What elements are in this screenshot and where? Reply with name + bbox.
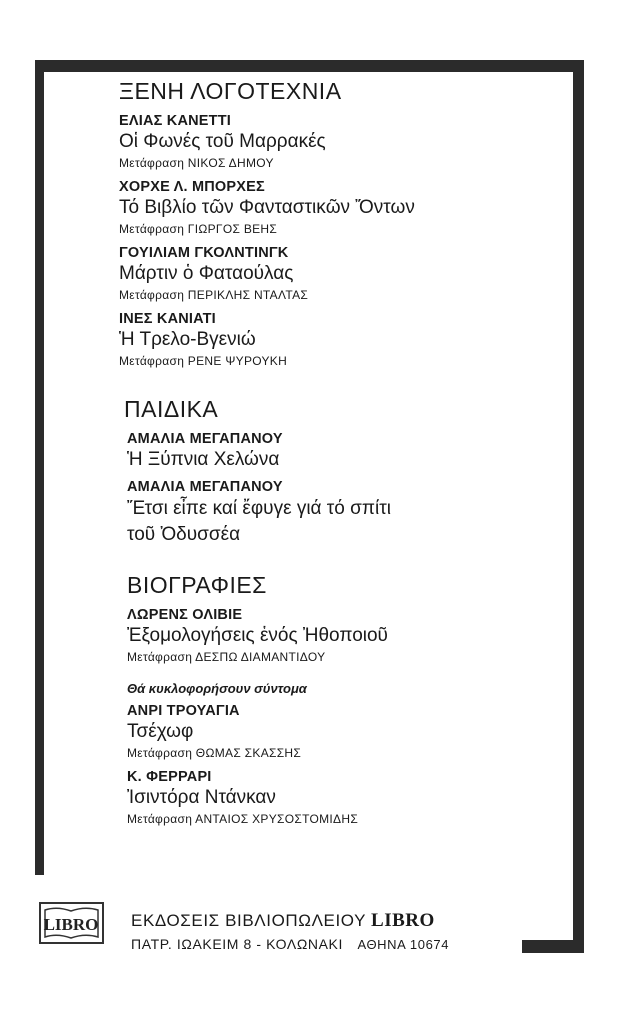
frame-bottom-border [522, 940, 584, 953]
book-title: Τό Βιβλίο τῶν Φανταστικῶν Ὄντων [119, 197, 415, 218]
book-author: ΕΛΙΑΣ ΚΑΝΕΤΤΙ [119, 113, 232, 129]
book-entry [119, 244, 569, 304]
book-translator: Μετάφραση ΑΝΤΑΙΟΣ ΧΡΥΣΟΣΤΟΜΙΔΗΣ [127, 812, 359, 826]
publisher-line [131, 910, 435, 932]
book-author: ΑΝΡΙ ΤΡΟΥΑΓΙΑ [127, 703, 240, 719]
book-entry [119, 112, 569, 172]
coming-soon-heading: Θά κυκλοφορήσουν σύντομα [127, 681, 307, 696]
section-title: ΠΑΙΔΙΚΑ [124, 396, 219, 422]
book-title: Τσέχωφ [127, 721, 194, 742]
section-biographies [119, 570, 569, 828]
book-title: Ἡ Τρελο-Βγενιώ [119, 329, 256, 350]
libro-logo [39, 902, 104, 944]
book-translator: Μετάφραση ΡΕΝΕ ΨΥΡΟΥΚΗ [119, 354, 288, 368]
publisher-prefix: ΕΚΔΟΣΕΙΣ ΒΙΒΛΙΟΠΩΛΕΙΟΥ [131, 911, 366, 930]
book-author: ΑΜΑΛΙΑ ΜΕΓΑΠΑΝΟΥ [127, 479, 283, 495]
book-entry [124, 430, 569, 472]
book-title: Ἰσιντόρα Ντάνκαν [127, 787, 276, 808]
book-title: Οἱ Φωνές τοῦ Μαρρακές [119, 131, 326, 152]
book-entry [127, 702, 569, 762]
section-title: ΒΙΟΓΡΑΦΙΕΣ [127, 572, 267, 598]
frame-right-border [573, 60, 584, 953]
book-title-continued: τοῦ Ὀδυσσέα [127, 524, 241, 545]
frame-top-border [35, 60, 584, 72]
catalog-content [119, 76, 569, 828]
section-children [119, 394, 569, 548]
book-entry [119, 310, 569, 370]
book-translator: Μετάφραση ΠΕΡΙΚΛΗΣ ΝΤΑΛΤΑΣ [119, 288, 309, 302]
book-entry [127, 768, 569, 828]
book-author: ΑΜΑΛΙΑ ΜΕΓΑΠΑΝΟΥ [127, 431, 283, 447]
frame-left-border [35, 60, 44, 875]
city-postcode: ΑΘΗΝΑ 10674 [357, 937, 450, 952]
book-author: ΛΩΡΕΝΣ ΟΛΙΒΙΕ [127, 607, 243, 623]
book-translator: Μετάφραση ΓΙΩΡΓΟΣ ΒΕΗΣ [119, 222, 278, 236]
publisher-brand: LIBRO [371, 910, 435, 931]
book-entry [119, 178, 569, 238]
book-translator: Μετάφραση ΘΩΜΑΣ ΣΚΑΣΣΗΣ [127, 746, 302, 760]
book-author: Κ. ΦΕΡΡΑΡΙ [127, 769, 212, 785]
section-foreign-literature [119, 76, 569, 370]
publisher-address [131, 934, 449, 955]
book-entry [127, 606, 569, 666]
book-translator: Μετάφραση ΔΕΣΠΩ ΔΙΑΜΑΝΤΙΔΟΥ [127, 650, 326, 664]
book-translator: Μετάφραση ΝΙΚΟΣ ΔΗΜΟΥ [119, 156, 274, 170]
logo-text: LIBRO [43, 915, 99, 934]
book-author: ΧΟΡΧΕ Λ. ΜΠΟΡΧΕΣ [119, 179, 265, 195]
book-logo-icon [41, 904, 102, 942]
section-title: ΞΕΝΗ ΛΟΓΟΤΕΧΝΙΑ [119, 78, 342, 104]
book-author: ΓΟΥΙΛΙΑΜ ΓΚΟΛΝΤΙΝΓΚ [119, 245, 289, 261]
book-title: Ἡ Ξύπνια Χελώνα [127, 449, 280, 470]
book-entry [124, 478, 569, 548]
street-address: ΠΑΤΡ. ΙΩΑΚΕΙΜ 8 - ΚΟΛΩΝΑΚΙ [131, 936, 343, 952]
book-title: Ἔτσι εἶπε καί ἔφυγε γιά τό σπίτι [127, 498, 391, 519]
book-author: ΙΝΕΣ ΚΑΝΙΑΤΙ [119, 311, 216, 327]
book-title: Ἐξομολογήσεις ἑνός Ἠθοποιοῦ [127, 625, 388, 646]
book-title: Μάρτιν ὁ Φαταούλας [119, 263, 294, 284]
